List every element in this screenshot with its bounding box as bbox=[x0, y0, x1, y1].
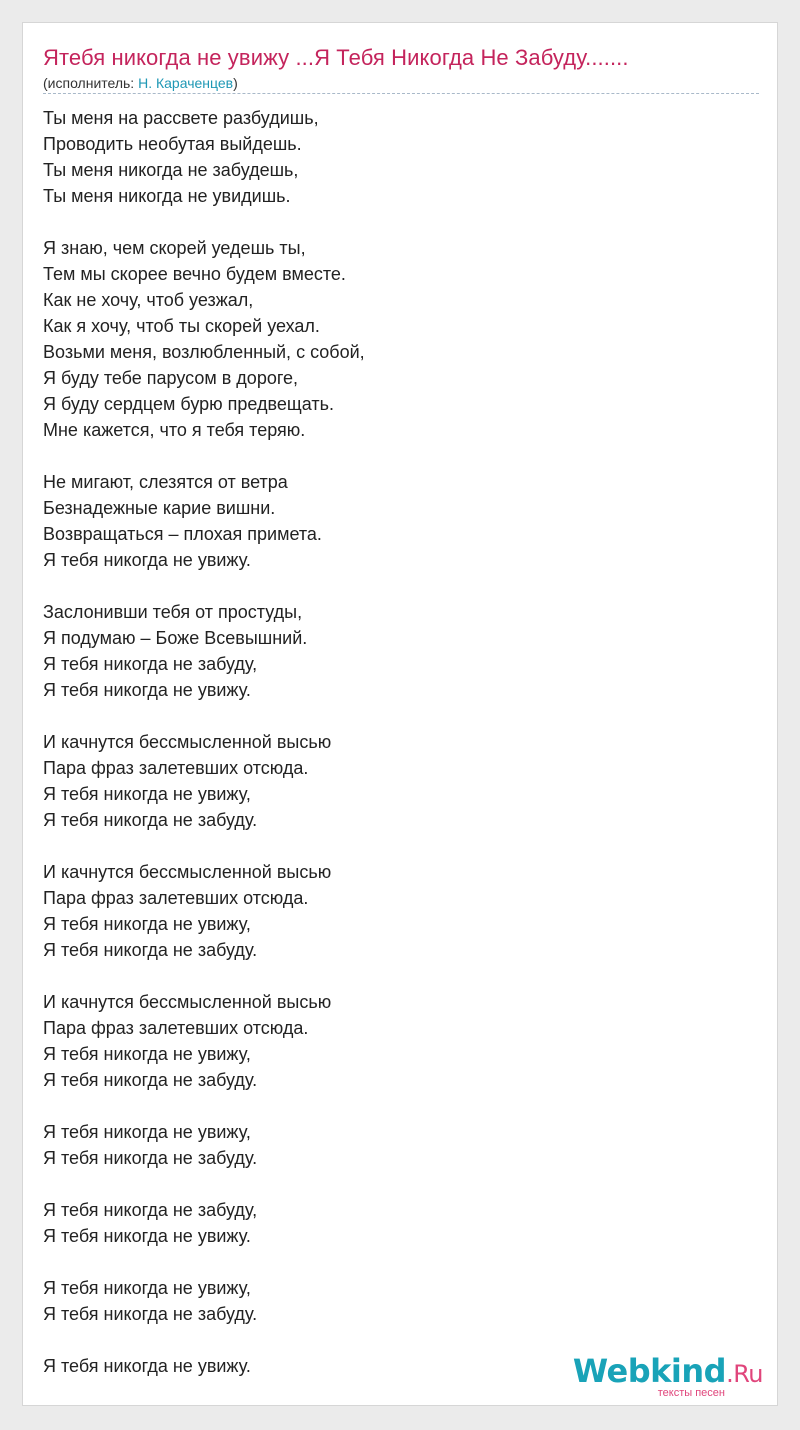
lyrics-stanza bbox=[43, 859, 743, 963]
site-logo[interactable] bbox=[571, 1353, 771, 1401]
lyric-line: Я знаю, чем скорей уедешь ты, bbox=[43, 238, 306, 258]
lyric-line: Я тебя никогда не увижу. bbox=[43, 550, 251, 570]
lyric-line: Тем мы скорее вечно будем вместе. bbox=[43, 264, 346, 284]
lyrics-stanza bbox=[43, 1275, 743, 1327]
lyric-line: Возвращаться – плохая примета. bbox=[43, 524, 322, 544]
lyric-line: Возьми меня, возлюбленный, с собой, bbox=[43, 342, 365, 362]
lyric-line: Я буду сердцем бурю предвещать. bbox=[43, 394, 334, 414]
lyric-line: Я тебя никогда не увижу, bbox=[43, 1278, 251, 1298]
lyric-line: Проводить необутая выйдешь. bbox=[43, 134, 302, 154]
artist-line bbox=[43, 75, 238, 91]
lyric-line: Я тебя никогда не забуду, bbox=[43, 654, 258, 674]
lyrics-stanza bbox=[43, 729, 743, 833]
logo-tld: .Ru bbox=[726, 1360, 763, 1388]
lyric-line: Ты меня на рассвете разбудишь, bbox=[43, 108, 319, 128]
lyric-line: Я тебя никогда не увижу. bbox=[43, 680, 251, 700]
lyrics-stanza bbox=[43, 1197, 743, 1249]
artist-prefix: (исполнитель: bbox=[43, 75, 139, 91]
lyrics-stanza bbox=[43, 469, 743, 573]
lyric-line: Заслонивши тебя от простуды, bbox=[43, 602, 303, 622]
header-divider bbox=[43, 93, 759, 94]
logo-word: Webkind bbox=[572, 1352, 727, 1390]
logo-tagline: тексты песен bbox=[657, 1387, 725, 1399]
lyric-line: Я тебя никогда не увижу, bbox=[43, 784, 251, 804]
lyric-line: Я тебя никогда не увижу. bbox=[43, 1356, 251, 1376]
lyric-line: Я тебя никогда не увижу, bbox=[43, 914, 251, 934]
lyric-line: Я тебя никогда не забуду, bbox=[43, 1200, 258, 1220]
lyrics-card bbox=[22, 22, 778, 1406]
lyric-line: Ты меня никогда не забудешь, bbox=[43, 160, 299, 180]
lyric-line: Я тебя никогда не увижу, bbox=[43, 1044, 251, 1064]
artist-suffix: ) bbox=[233, 75, 238, 91]
lyrics-stanza bbox=[43, 235, 743, 443]
lyrics-body bbox=[43, 105, 743, 1405]
lyric-line: Я буду тебе парусом в дороге, bbox=[43, 368, 299, 388]
lyric-line: Я подумаю – Боже Всевышний. bbox=[43, 628, 308, 648]
artist-link[interactable]: Н. Караченцев bbox=[138, 75, 234, 91]
lyric-line: Не мигают, слезятся от ветра bbox=[43, 472, 288, 492]
lyric-line: И качнутся бессмысленной высью bbox=[43, 732, 332, 752]
lyric-line: Как не хочу, чтоб уезжал, bbox=[43, 290, 254, 310]
lyrics-stanza bbox=[43, 1119, 743, 1171]
lyric-line: И качнутся бессмысленной высью bbox=[43, 862, 332, 882]
lyrics-stanza bbox=[43, 989, 743, 1093]
lyric-line: Пара фраз залетевших отсюда. bbox=[43, 758, 309, 778]
lyric-line: Мне кажется, что я тебя теряю. bbox=[43, 420, 306, 440]
lyric-line: Я тебя никогда не увижу, bbox=[43, 1122, 251, 1142]
lyric-line: Безнадежные карие вишни. bbox=[43, 498, 276, 518]
lyrics-stanza bbox=[43, 599, 743, 703]
lyric-line: Я тебя никогда не забуду. bbox=[43, 1148, 258, 1168]
lyric-line: Как я хочу, чтоб ты скорей уехал. bbox=[43, 316, 320, 336]
lyric-line: Я тебя никогда не забуду. bbox=[43, 1304, 258, 1324]
lyric-line: Я тебя никогда не увижу. bbox=[43, 1226, 251, 1246]
lyric-line: Я тебя никогда не забуду. bbox=[43, 1070, 258, 1090]
lyric-line: Я тебя никогда не забуду. bbox=[43, 940, 258, 960]
lyric-line: И качнутся бессмысленной высью bbox=[43, 992, 332, 1012]
lyric-line: Ты меня никогда не увидишь. bbox=[43, 186, 291, 206]
song-title: Ятебя никогда не увижу ...Я Тебя Никогда Не Забуду....... bbox=[43, 45, 629, 70]
lyrics-stanza bbox=[43, 105, 743, 209]
lyric-line: Пара фраз залетевших отсюда. bbox=[43, 1018, 309, 1038]
lyric-line: Я тебя никогда не забуду. bbox=[43, 810, 258, 830]
lyric-line: Пара фраз залетевших отсюда. bbox=[43, 888, 309, 908]
